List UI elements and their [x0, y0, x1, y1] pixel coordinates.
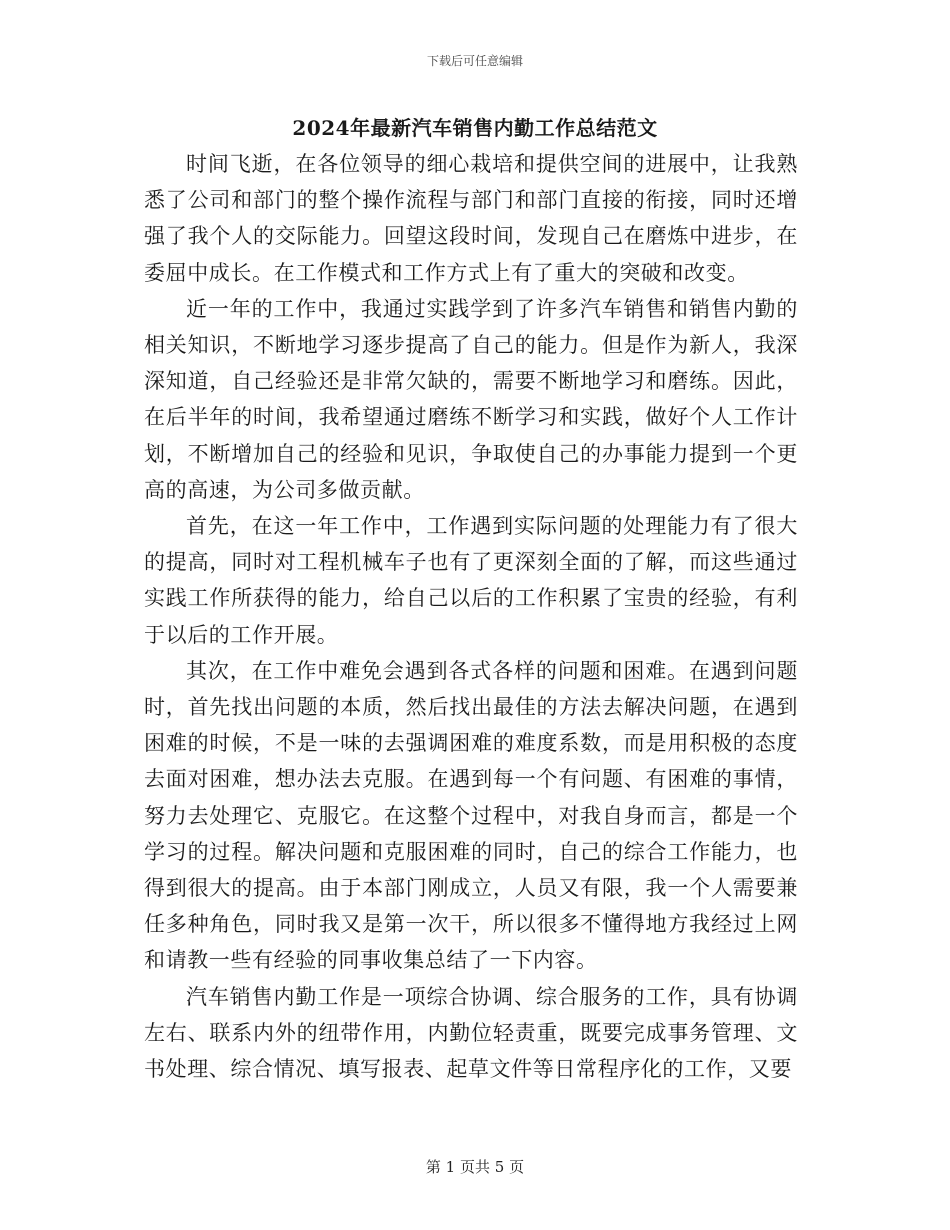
document-title: 2024年最新汽车销售内勤工作总结范文 [292, 116, 658, 140]
paragraph-3: 首先，在这一年工作中，工作遇到实际问题的处理能力有了很大的提高，同时对工程机械车子也有了更深刻全面的了解，而这些通过实践工作所获得的能力，给自己以后的工作积累了宝贵的经验，有利于以后的工作开展。 [144, 514, 798, 647]
paragraph-2: 近一年的工作中，我通过实践学到了许多汽车销售和销售内勤的相关知识，不断地学习逐步提高了自己的能力。但是作为新人，我深深知道，自己经验还是非常欠缺的，需要不断地学习和磨练。因此，在后半年的时间，我希望通过磨练不断学习和实践，做好个人工作计划，不断增加自己的经验和见识，争取使自己的办事能力提到一个更高的高速，为公司多做贡献。 [144, 296, 798, 502]
page-header-note: 下载后可任意编辑 [426, 54, 523, 68]
paragraph-4: 其次，在工作中难免会遇到各式各样的问题和困难。在遇到问题时，首先找出问题的本质，然后找出最佳的方法去解决问题，在遇到困难的时候，不是一味的去强调困难的难度系数，而是用积极的态度去面对困难，想办法去克服。在遇到每一个有问题、有困难的事情，努力去处理它、克服它。在这整个过程中，对我自身而言，都是一个学习的过程。解决问题和克服困难的同时，自己的综合工作能力，也得到很大的提高。由于本部门刚成立，人员又有限，我一个人需要兼任多种角色，同时我又是第一次干，所以很多不懂得地方我经过上网和请教一些有经验的同事收集总结了一下内容。 [144, 658, 798, 973]
document-body [144, 146, 798, 1087]
page-number-footer: 第 1 页共 5 页 [425, 1158, 525, 1176]
paragraph-5: 汽车销售内勤工作是一项综合协调、综合服务的工作，具有协调左右、联系内外的纽带作用，内勤位轻责重，既要完成事务管理、文书处理、综合情况、填写报表、起草文件等日常程序化的工作，又要 [144, 984, 798, 1082]
paragraph-1: 时间飞逝，在各位领导的细心栽培和提供空间的进展中，让我熟悉了公司和部门的整个操作流程与部门和部门直接的衔接，同时还增强了我个人的交际能力。回望这段时间，发现自己在磨炼中进步，在委屈中成长。在工作模式和工作方式上有了重大的突破和改变。 [144, 152, 798, 285]
